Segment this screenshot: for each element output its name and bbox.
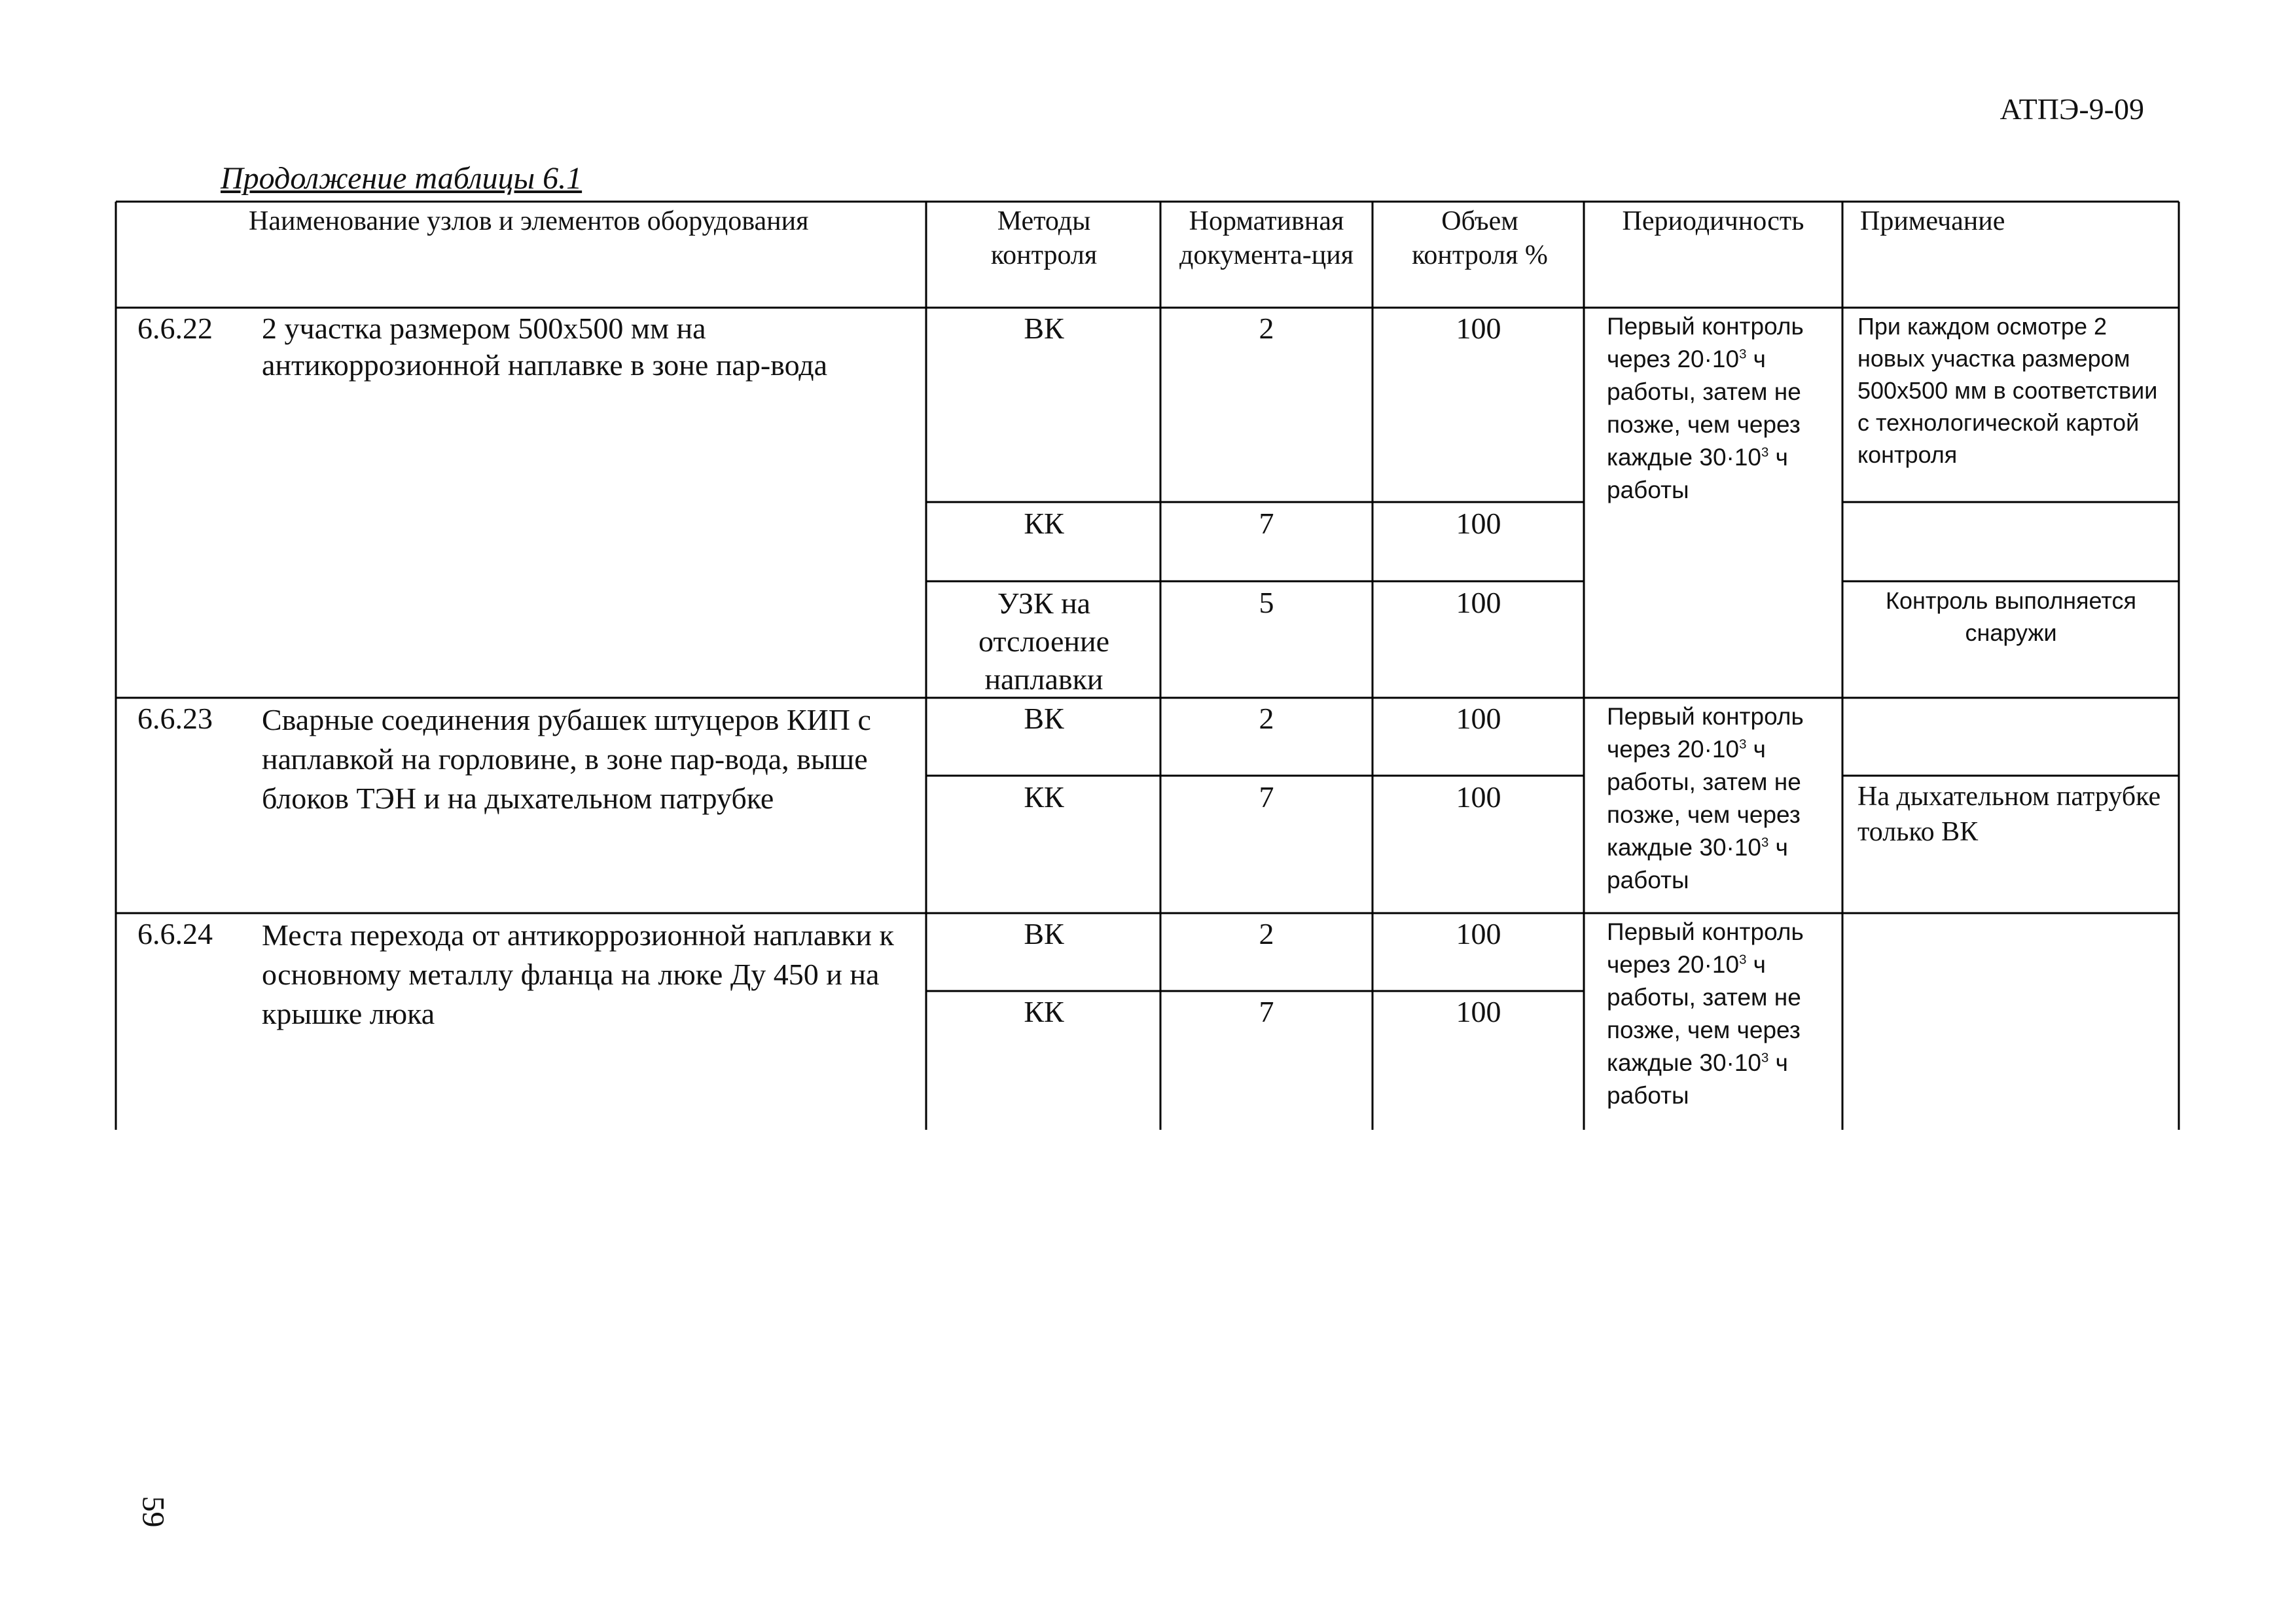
header-note: Примечание — [1860, 206, 2005, 236]
normative-doc-cell: 2 — [1259, 702, 1274, 735]
volume-cell: 100 — [1456, 780, 1501, 814]
row-name: Сварные соединения рубашек штуцеров КИП с наплавкой на горловине, в зоне пар-вода, выше блоков ТЭН и на дыхательном патрубке — [262, 703, 871, 815]
normative-doc-cell: 5 — [1259, 586, 1274, 619]
method-cell: ВК — [1024, 917, 1064, 950]
volume-cell: 100 — [1456, 917, 1501, 950]
header-name: Наименование узлов и элементов оборудования — [249, 206, 809, 236]
row-number: 6.6.22 — [137, 312, 213, 345]
note-cell: На дыхательном патрубке только ВК — [1857, 782, 2161, 847]
periodicity-cell: Первый контроль через $20\cdot 10^3$ ч работы, затем не позже, чем через каждые $30\cdot 10^3$ ч работы — [1607, 703, 1804, 893]
volume-cell: 100 — [1456, 702, 1501, 735]
row-name: Места перехода от антикоррозионной наплавки к основному металлу фланца на люке Ду 450 и на крышке люка — [262, 918, 894, 1030]
periodicity-cell: Первый контроль через $20\cdot 10^3$ ч работы, затем не позже, чем через каждые $30\cdot 10^3$ ч работы — [1607, 918, 1804, 1109]
header-methods: Методы контроля — [990, 206, 1098, 270]
volume-cell: 100 — [1456, 586, 1501, 619]
table-caption: Продолжение таблицы 6.1 — [221, 161, 583, 196]
method-cell: КК — [1024, 507, 1064, 540]
method-cell: КК — [1024, 780, 1064, 814]
header-volume: Объем контроля % — [1412, 206, 1548, 270]
method-cell: КК — [1024, 995, 1064, 1028]
row-number: 6.6.23 — [137, 702, 213, 735]
method-cell: ВК — [1024, 702, 1064, 735]
header-normative: Нормативная документа-ция — [1179, 206, 1354, 270]
volume-cell: 100 — [1456, 312, 1501, 345]
row-number: 6.6.24 — [137, 917, 213, 950]
volume-cell: 100 — [1456, 507, 1501, 540]
page-number: 59 — [135, 1496, 171, 1528]
header-periodicity: Периодичность — [1622, 206, 1804, 236]
note-cell: При каждом осмотре 2 новых участка размером 500х500 мм в соответствии с технологической картой контроля — [1857, 313, 2158, 468]
normative-doc-cell: 2 — [1259, 312, 1274, 345]
method-cell: ВК — [1024, 312, 1064, 345]
normative-doc-cell: 2 — [1259, 917, 1274, 950]
note-cell: Контроль выполняется снаружи — [1886, 587, 2136, 646]
row-name: 2 участка размером 500х500 мм на антикоррозионной наплавке в зоне пар-вода — [262, 312, 828, 382]
periodicity-cell: Первый контроль через $20\cdot 10^3$ ч работы, затем не позже, чем через каждые $30\cdot 10^3$ ч работы — [1607, 313, 1804, 503]
normative-doc-cell: 7 — [1259, 780, 1274, 814]
normative-doc-cell: 7 — [1259, 995, 1274, 1028]
volume-cell: 100 — [1456, 995, 1501, 1028]
normative-doc-cell: 7 — [1259, 507, 1274, 540]
document-code: АТПЭ-9-09 — [2000, 92, 2144, 126]
method-cell: УЗК на отслоение наплавки — [978, 586, 1110, 696]
